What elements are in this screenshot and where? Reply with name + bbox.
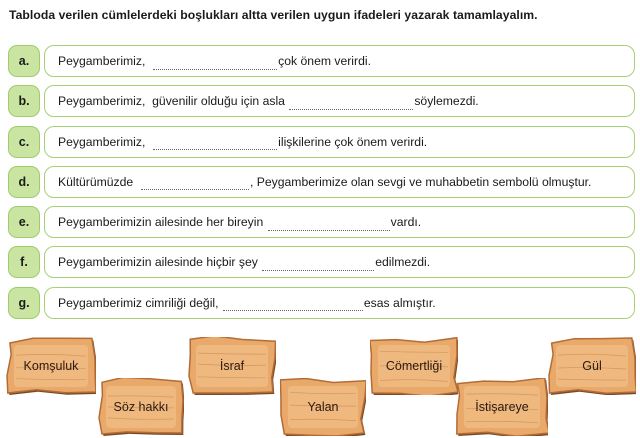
word-label: İstişareye xyxy=(475,400,529,414)
sentence-row-c xyxy=(8,126,635,158)
instruction-text: Tabloda verilen cümlelerdeki boşlukları altta verilen uygun ifadeleri yazarak tamamlayalım. xyxy=(9,8,538,22)
sentence-text: esas almıştır. xyxy=(363,295,436,310)
row-letter: a. xyxy=(8,45,40,77)
word-label: Gül xyxy=(582,359,602,373)
word-card[interactable] xyxy=(98,378,184,436)
sentence-text: , Peygamberimize olan sevgi ve muhabbetin sembolü olmuştur. xyxy=(249,174,592,189)
word-label: Komşuluk xyxy=(23,359,79,373)
word-label: Söz hakkı xyxy=(113,400,169,414)
sentence-text: Peygamberimiz, xyxy=(58,134,153,149)
row-letter: c. xyxy=(8,126,40,158)
sentence-box xyxy=(44,126,635,158)
sentence-row-a xyxy=(8,45,635,77)
blank-field[interactable] xyxy=(223,296,363,311)
row-letter: e. xyxy=(8,206,40,238)
row-letter: f. xyxy=(8,246,40,278)
sentence-text: Peygamberimizin ailesinde hiçbir şey xyxy=(58,255,262,270)
blank-field[interactable] xyxy=(141,175,249,190)
sentence-text: Peygamberimiz cimriliği değil, xyxy=(58,295,222,310)
blank-field[interactable] xyxy=(153,135,277,150)
word-label: Yalan xyxy=(307,400,339,414)
row-letter: d. xyxy=(8,166,40,198)
sentence-row-e xyxy=(8,206,635,238)
sentence-row-d xyxy=(8,166,635,198)
word-label: Cömertliği xyxy=(385,359,443,373)
sentence-text: Peygamberimiz, güvenilir olduğu için asla xyxy=(58,94,289,109)
sentence-text: ilişkilerine çok önem verirdi. xyxy=(278,134,428,149)
sentence-box xyxy=(44,287,635,319)
blank-field[interactable] xyxy=(289,95,413,110)
sentence-row-b xyxy=(8,85,635,117)
row-letter: b. xyxy=(8,85,40,117)
word-card[interactable] xyxy=(370,337,458,395)
sentence-text: çok önem verirdi. xyxy=(278,54,371,68)
sentence-row-g xyxy=(8,287,635,319)
word-card[interactable] xyxy=(280,378,366,436)
sentence-text: edilmezdi. xyxy=(375,255,431,270)
blank-field[interactable] xyxy=(262,256,374,271)
sentence-box xyxy=(44,206,635,238)
word-card[interactable] xyxy=(456,378,548,436)
sentence-box xyxy=(44,45,635,77)
sentence-list xyxy=(8,45,635,327)
word-card[interactable] xyxy=(188,337,276,395)
word-card[interactable] xyxy=(548,337,636,395)
word-card[interactable] xyxy=(6,337,96,395)
word-label: İsraf xyxy=(219,359,245,373)
sentence-row-f xyxy=(8,246,635,278)
blank-field[interactable] xyxy=(153,55,277,70)
sentence-text: Peygamberimiz, xyxy=(58,54,153,68)
sentence-text: söylemezdi. xyxy=(414,94,479,109)
blank-field[interactable] xyxy=(268,216,390,231)
sentence-box xyxy=(44,85,635,117)
sentence-text: vardı. xyxy=(390,215,422,230)
sentence-text: Peygamberimizin ailesinde her bireyin xyxy=(58,215,267,230)
row-letter: g. xyxy=(8,287,40,319)
sentence-text: Kültürümüzde xyxy=(58,174,140,189)
sentence-box xyxy=(44,166,635,198)
sentence-box xyxy=(44,246,635,278)
